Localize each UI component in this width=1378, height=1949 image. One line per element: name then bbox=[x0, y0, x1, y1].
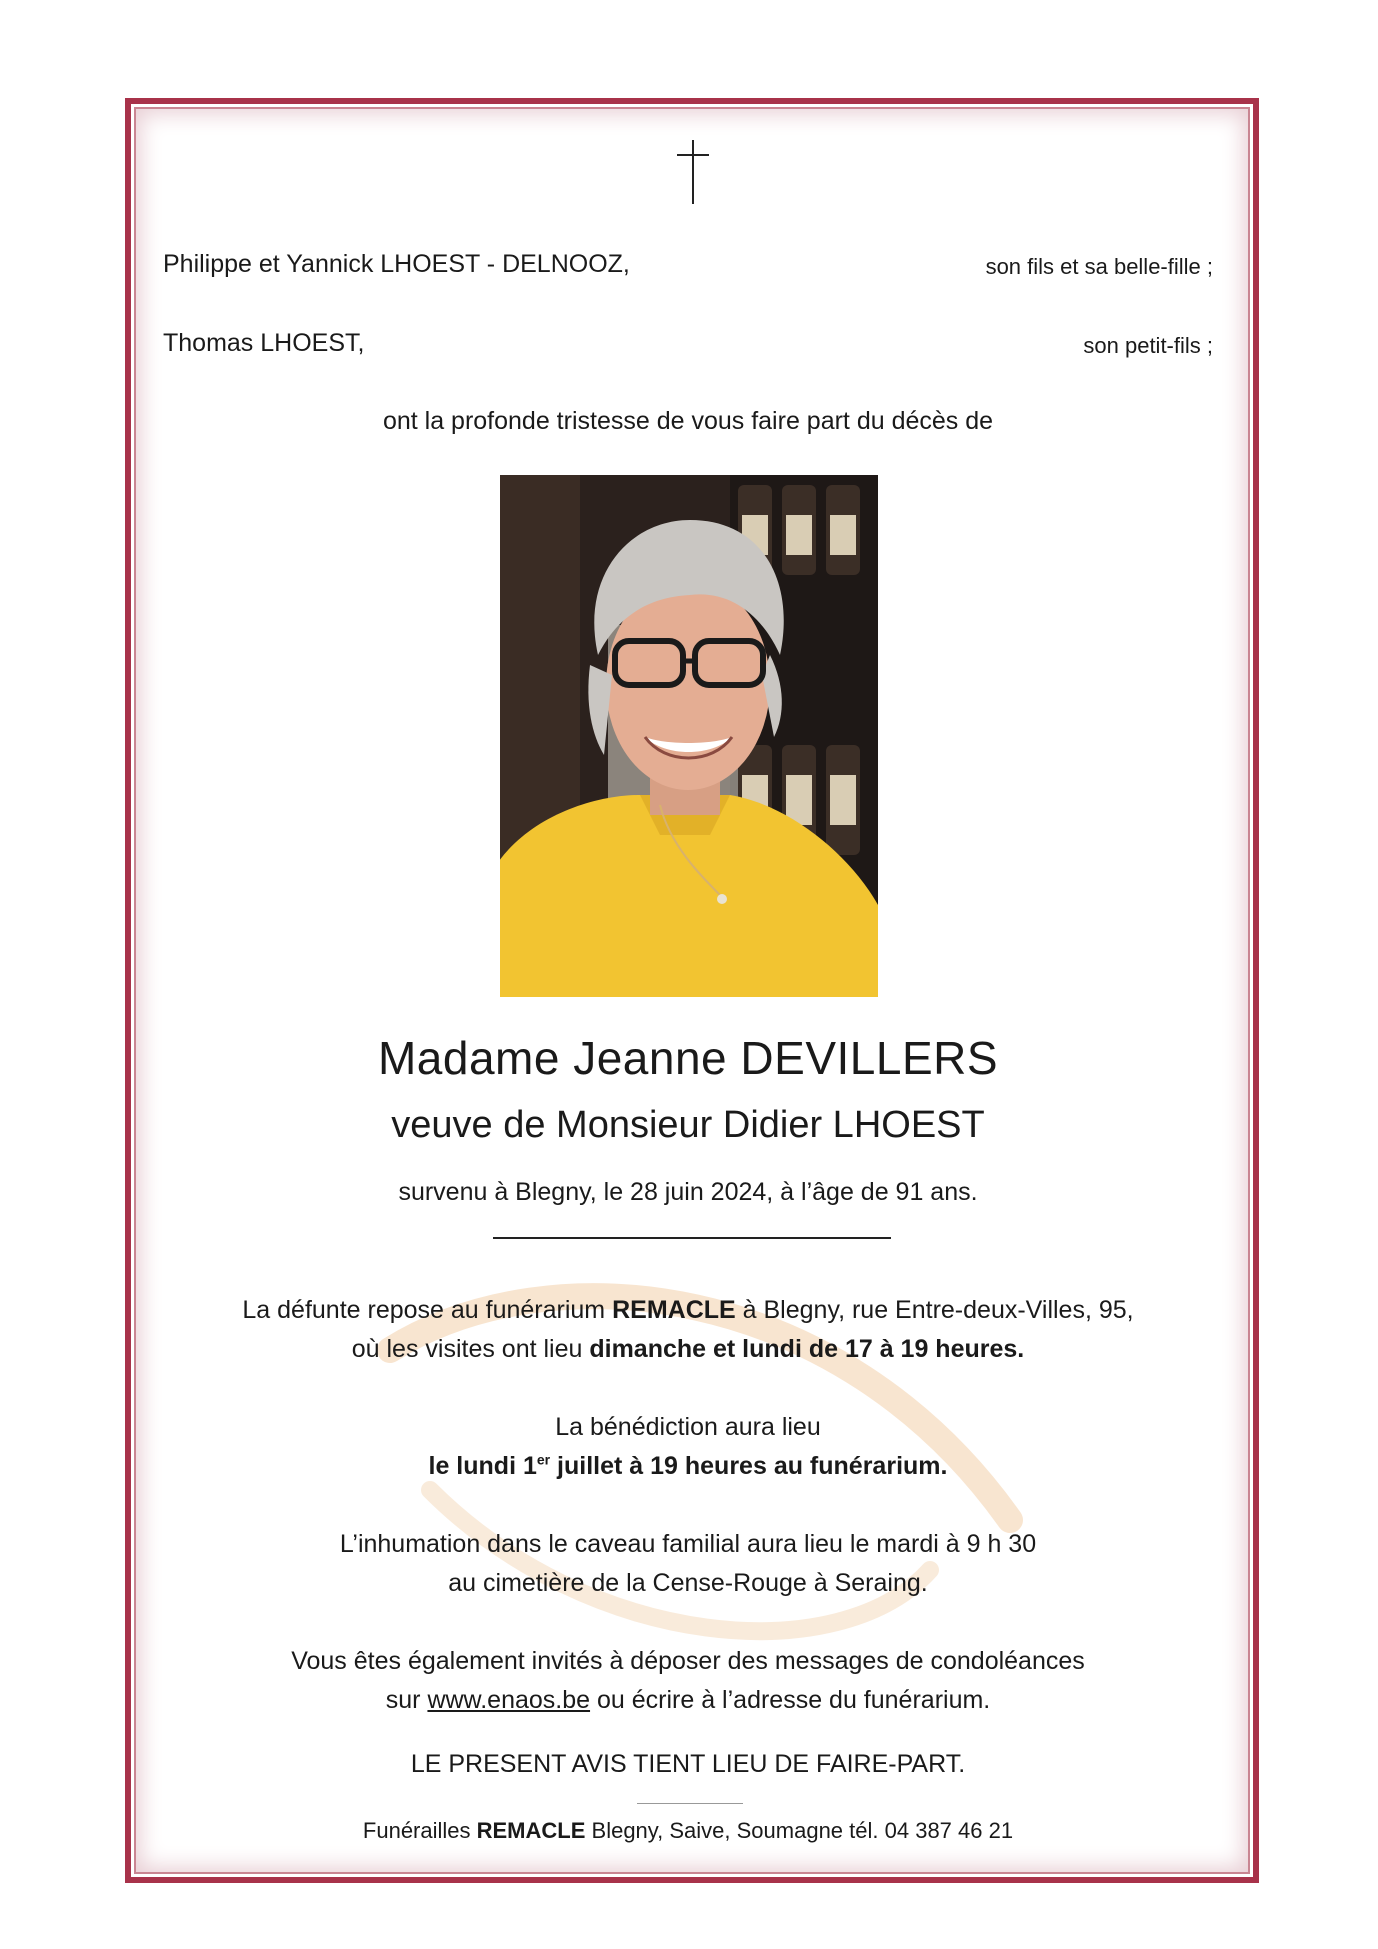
visit-address: à Blegny, rue Entre-deux-Villes, 95, bbox=[735, 1296, 1134, 1324]
widow-of: veuve de Monsieur Didier LHOEST bbox=[391, 1104, 985, 1146]
visit-line-2 bbox=[163, 1335, 1213, 1364]
blessing-time: juillet à 19 heures au funérarium. bbox=[550, 1452, 948, 1480]
ordinal-suffix: er bbox=[536, 1451, 551, 1468]
burial-line-2: au cimetière de la Cense-Rouge à Seraing. bbox=[448, 1569, 928, 1597]
blessing-line-1: La bénédiction aura lieu bbox=[555, 1413, 821, 1441]
family-relation: son fils et sa belle-fille ; bbox=[985, 254, 1213, 279]
footer-contact: Blegny, Saive, Soumagne tél. 04 387 46 21 bbox=[585, 1818, 1014, 1843]
family-name: Thomas LHOEST, bbox=[163, 329, 365, 357]
condolences-line-2 bbox=[163, 1686, 1213, 1715]
intro-text: ont la profonde tristesse de vous faire part du décès de bbox=[382, 407, 994, 435]
footer bbox=[163, 1818, 1213, 1844]
family-name: Philippe et Yannick LHOEST - DELNOOZ, bbox=[163, 250, 630, 278]
footer-funeral-home: REMACLE bbox=[476, 1818, 586, 1843]
funeral-home-name: REMACLE bbox=[612, 1296, 736, 1324]
blessing-line-2 bbox=[163, 1452, 1213, 1481]
condolences-text: sur bbox=[385, 1686, 428, 1714]
notice-text: LE PRESENT AVIS TIENT LIEU DE FAIRE-PART. bbox=[410, 1750, 966, 1778]
condolences-line-1: Vous êtes également invités à déposer des messages de condoléances bbox=[291, 1647, 1085, 1675]
visit-line-1 bbox=[163, 1296, 1213, 1325]
cross-icon bbox=[677, 140, 709, 204]
family-relation: son petit-fils ; bbox=[1083, 333, 1213, 358]
blessing-date: le lundi 1 bbox=[428, 1452, 537, 1480]
visit-text: La défunte repose au funérarium bbox=[242, 1296, 613, 1324]
visit-hours: dimanche et lundi de 17 à 19 heures. bbox=[589, 1335, 1025, 1363]
divider bbox=[493, 1237, 891, 1239]
deceased-name: Madame Jeanne DEVILLERS bbox=[377, 1032, 999, 1084]
condolences-text: ou écrire à l’adresse du funérarium. bbox=[590, 1686, 991, 1714]
visit-text: où les visites ont lieu bbox=[351, 1335, 590, 1363]
portrait-photo bbox=[500, 475, 878, 997]
footer-text: Funérailles bbox=[362, 1818, 477, 1843]
footer-divider bbox=[637, 1803, 743, 1804]
death-details: survenu à Blegny, le 28 juin 2024, à l’âge de 91 ans. bbox=[398, 1178, 978, 1206]
burial-line-1: L’inhumation dans le caveau familial aura lieu le mardi à 9 h 30 bbox=[339, 1530, 1037, 1558]
enaos-link[interactable]: www.enaos.be bbox=[427, 1686, 591, 1714]
